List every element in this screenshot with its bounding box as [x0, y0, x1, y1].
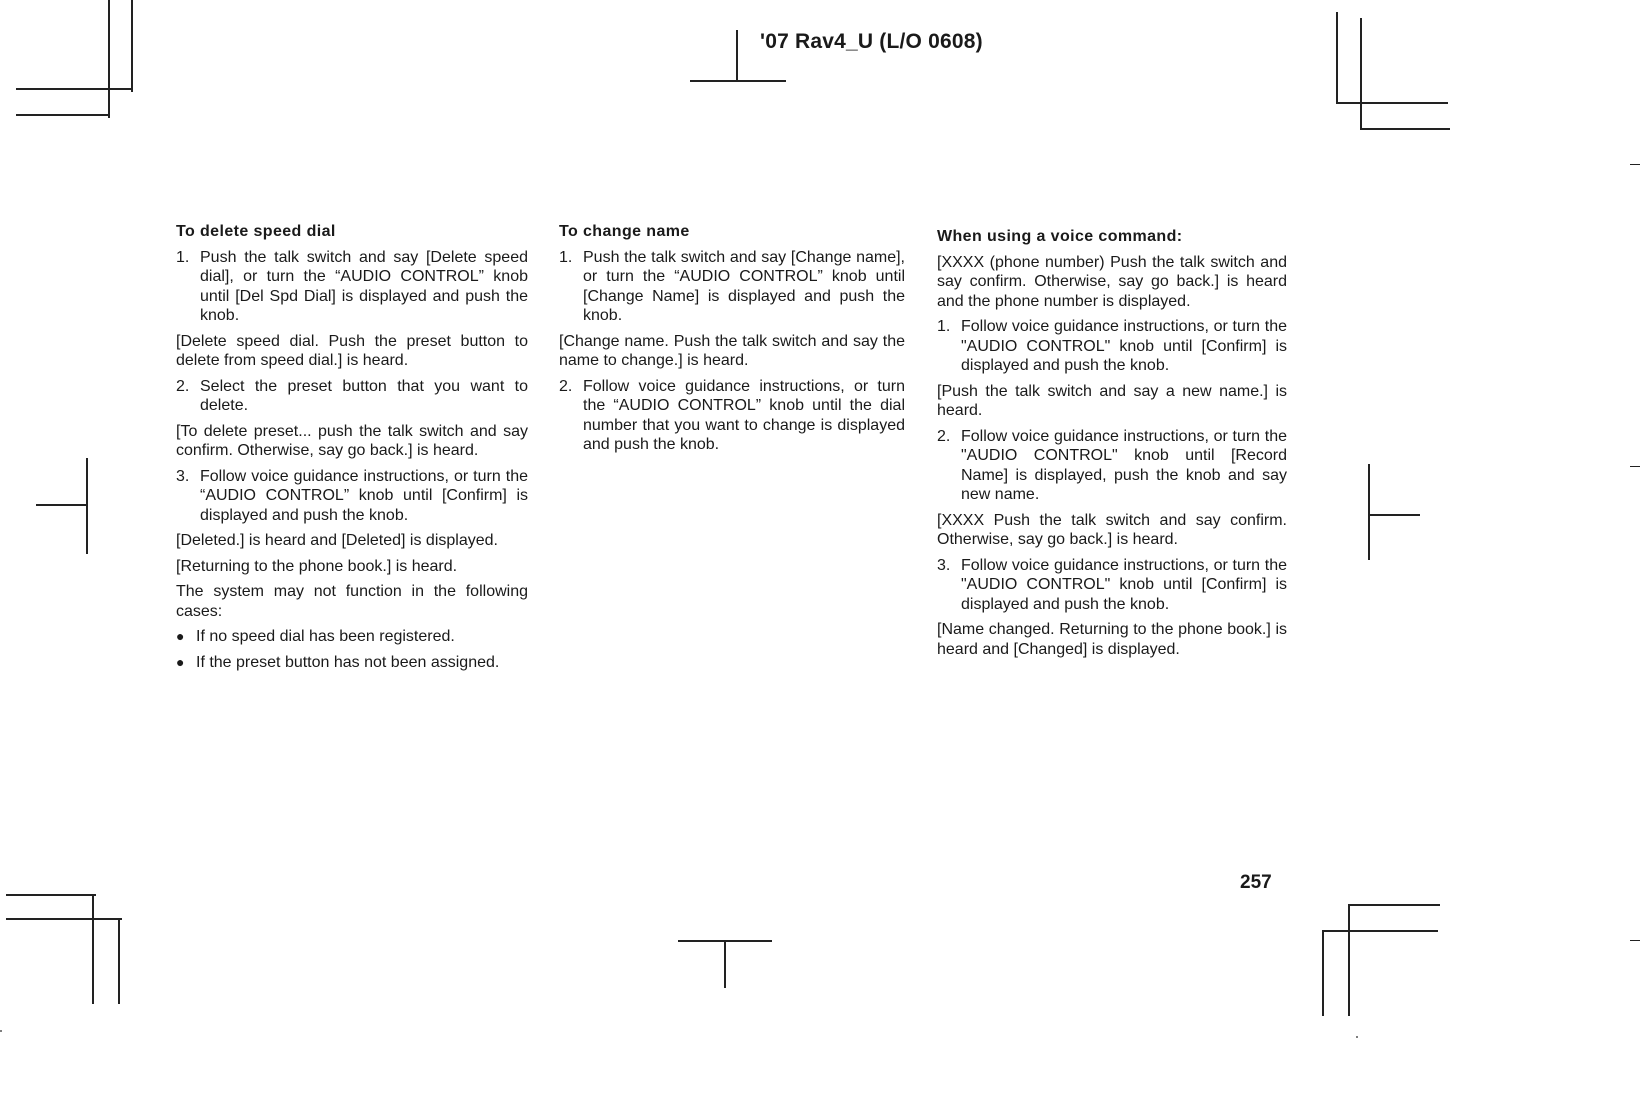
paragraph: [XXXX Push the talk switch and say confirm. Otherwise, say go back.] is heard. — [937, 511, 1287, 548]
step-number: 2. — [176, 377, 190, 395]
step-text: Follow voice guidance instructions, or turn the "AUDIO CONTROL" knob until [Confirm] is displayed and push the knob. — [961, 318, 1287, 374]
step-number: 1. — [937, 318, 951, 335]
instruction-step — [937, 427, 1287, 505]
step-number: 1. — [559, 248, 573, 266]
paragraph: [XXXX (phone number) Push the talk switch and say confirm. Otherwise, say go back.] is heard and the phone number is displayed. — [937, 253, 1287, 310]
page-number: 257 — [1240, 872, 1272, 893]
section-heading: To delete speed dial — [176, 223, 336, 240]
section-heading: To change name — [559, 223, 690, 240]
step-number: 2. — [559, 377, 573, 395]
paragraph: [Delete speed dial. Push the preset button to delete from speed dial.] is heard. — [176, 332, 528, 369]
step-number: 3. — [937, 556, 951, 574]
instruction-step — [176, 377, 528, 416]
paragraph: [Name changed. Returning to the phone book.] is heard and [Changed] is displayed. — [937, 621, 1287, 658]
bullet-item — [176, 653, 528, 673]
step-text: Follow voice guidance instructions, or turn the "AUDIO CONTROL" knob until [Record Name] is displayed, push the knob and say new name. — [961, 427, 1287, 503]
instruction-step — [937, 556, 1287, 615]
step-number: 3. — [176, 467, 190, 485]
section-voice-command — [937, 227, 1287, 665]
paragraph: [Change name. Push the talk switch and say the name to change.] is heard. — [559, 332, 905, 369]
step-number: 1. — [176, 248, 190, 266]
bullet-text: If no speed dial has been registered. — [196, 628, 455, 645]
section-heading: When using a voice command: — [937, 228, 1183, 245]
paragraph: The system may not function in the following cases: — [176, 583, 528, 620]
paragraph: [To delete preset... push the talk switch and say confirm. Otherwise, say go back.] is heard. — [176, 422, 528, 459]
paragraph: [Deleted.] is heard and [Deleted] is displayed. — [176, 532, 498, 549]
paragraph: [Push the talk switch and say a new name.] is heard. — [937, 382, 1287, 419]
bullet-icon: ● — [176, 653, 185, 670]
step-text: Follow voice guidance instructions, or turn the "AUDIO CONTROL" knob until [Confirm] is displayed and push the knob. — [961, 556, 1287, 613]
document-header: '07 Rav4_U (L/O 0608) — [760, 30, 983, 53]
bullet-item — [176, 627, 528, 647]
instruction-step — [559, 248, 905, 326]
step-text: Follow voice guidance instructions, or turn the “AUDIO CONTROL” knob until the dial number that you want to change is displayed and push the knob. — [583, 377, 905, 453]
step-text: Follow voice guidance instructions, or turn the “AUDIO CONTROL” knob until [Confirm] is displayed and push the knob. — [200, 467, 528, 524]
step-number: 2. — [937, 427, 951, 445]
step-text: Push the talk switch and say [Change name], or turn the “AUDIO CONTROL” knob until [Change Name] is displayed and push the knob. — [583, 248, 905, 324]
bullet-icon: ● — [176, 628, 185, 644]
bullet-text: If the preset button has not been assigned. — [196, 653, 500, 671]
instruction-step — [559, 377, 905, 455]
step-text: Select the preset button that you want to delete. — [200, 377, 528, 414]
section-delete-speed-dial — [176, 222, 528, 678]
instruction-step — [937, 317, 1287, 376]
section-change-name — [559, 222, 905, 461]
instruction-step — [176, 248, 528, 326]
paragraph: [Returning to the phone book.] is heard. — [176, 557, 458, 575]
instruction-step — [176, 467, 528, 526]
step-text: Push the talk switch and say [Delete speed dial], or turn the “AUDIO CONTROL” knob until [Del Spd Dial] is displayed and push the knob. — [200, 248, 528, 324]
